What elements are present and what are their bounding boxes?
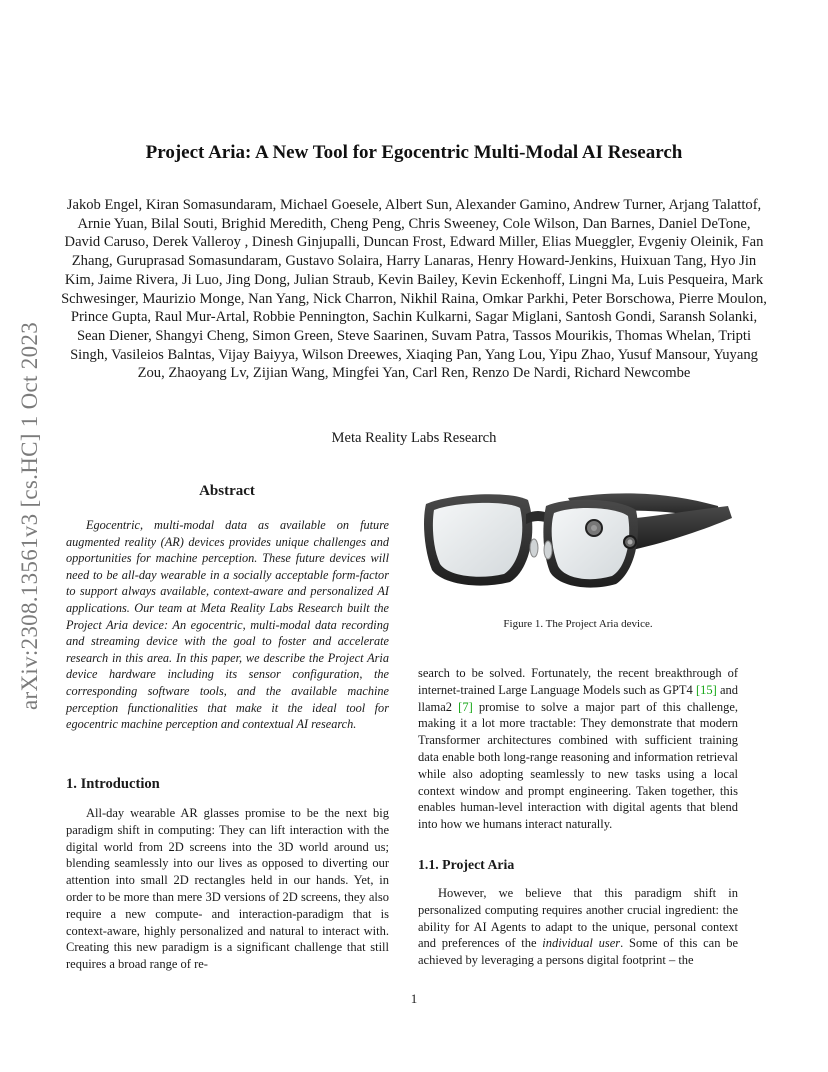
arxiv-identifier-text: arXiv:2308.13561v3 [cs.HC] 1 Oct 2023 [17,322,42,710]
subsection-heading-project-aria: 1.1. Project Aria [418,857,515,872]
right-column-paragraph [418,665,738,833]
text-run: . Some of this can be achieved by leveraging a persons digital footprint – the [418,936,739,968]
page-number: 1 [410,991,418,1006]
emphasis-text: individual user [542,936,621,951]
figure-caption: Figure 1. The Project Aria device. [503,618,653,630]
introduction-text: All-day wearable AR glasses promise to be the next big paradigm shift in computing: They can lift interaction with the digital world from 2D screens into the 3D world around us; blending seamlessly into our lives as opposed to diverting our attention into small 2D rectangles held in our hands. Yet, in order to be more than mere 3D versions of 2D screens, they also require a new compute- and interaction-paradigm that is context-aware, highly personalized and natural to interact with. Creating this new paradigm is a significant challenge that still requires a broad range of re- [66,806,389,972]
figure-aria-glasses [418,480,738,610]
affiliation: Meta Reality Labs Research [331,430,497,446]
text-run: However, we believe that this paradigm shift in personalized computing requires another crucial ingredient: the ability for AI Agents to adapt to the unique, personal context and preferences of the [418,886,738,951]
text-run: and llama2 [418,682,738,714]
paper-title: Project Aria: A New Tool for Egocentric Multi-Modal AI Research [145,142,683,163]
citation-link-7[interactable]: [7] [458,699,473,714]
text-run: search to be solved. Fortunately, the recent breakthrough of internet-trained Large Language Models such as GPT4 [418,666,738,697]
citation-link-15[interactable]: [15] [695,682,717,697]
introduction-body [66,805,389,973]
abstract-text: Egocentric, multi-modal data as available on future augmented reality (AR) devices provides unique challenges and opportunities for machine perception. These future devices will need to be all-day wearable in a socially acceptable form-factor to support always available, context-aware and personalized AI applications. Our team at Meta Reality Labs Research built the Project Aria device: An egocentric, multi-modal data recording and streaming device with the goal to foster and accelerate research in this area. In this paper, we describe the Project Aria device hardware including its sensor configuration, the corresponding software tools, and the available machine perception functionalities that make it the ideal tool for egocentric machine perception and contextual AI research. [66,518,389,732]
abstract-heading: Abstract [199,483,255,499]
aria-glasses-image [418,480,738,610]
arxiv-identifier [14,296,46,736]
author-list: Jakob Engel, Kiran Somasundaram, Michael Goesele, Albert Sun, Alexander Gamino, Andrew Turner, Arjang Talattof, Arnie Yuan, Bilal Souti, Brighid Meredith, Cheng Peng, Chris Sweeney, Cole Wilson, Dan Barnes, Daniel DeTone, David Caruso, Derek Valleroy , Dinesh Ginjupalli, Duncan Frost, Edward Miller, Elias Mueggler, Evgeniy Oleinik, Fan Zhang, Guruprasad Somasundaram, Gustavo Solaira, Harry Lanaras, Henry Howard-Jenkins, Huixuan Tang, Hyo Jin Kim, Jaime Rivera, Ji Luo, Jing Dong, Julian Straub, Kevin Bailey, Kevin Eckenhoff, Lingni Ma, Luis Pesqueira, Mark Schwesinger, Maurizio Monge, Nan Yang, Nick Charron, Nikhil Raina, Omkar Parkhi, Peter Borschowa, Pierre Moulon, Prince Gupta, Raul Mur-Artal, Robbie Pennington, Sachin Kulkarni, Sagar Miglani, Santosh Gondi, Saransh Solanki, Sean Diener, Shangyi Cheng, Simon Green, Steve Saarinen, Suvam Patra, Tassos Mourikis, Thomas Whelan, Tripti Singh, Vasileios Balntas, Vijay Baiyya, Wilson Dreewes, Xiaqing Pan, Yang Lou, Yipu Zhao, Yusuf Mansour, Yuyang Zou, Zhaoyang Lv, Zijian Wang, Mingfei Yan, Carl Ren, Renzo De Nardi, Richard Newcombe [61,197,767,382]
right-column-body [418,665,738,833]
text-run: promise to solve a major part of this challenge, making it a lot more tractable: They demonstrate that modern Transformer architectures combined with sufficient training data enable both long-range reasoning and information retrieval while also adopting seamlessly to new tasks using a local context window and prompt engineering. Taken together, this enables human-level interaction with digital agents that blend into how we humans interact naturally. [418,699,738,832]
section-heading-introduction: 1. Introduction [66,776,160,792]
subsection-paragraph [418,885,738,969]
abstract-body [66,517,389,733]
subsection-body [418,885,738,969]
